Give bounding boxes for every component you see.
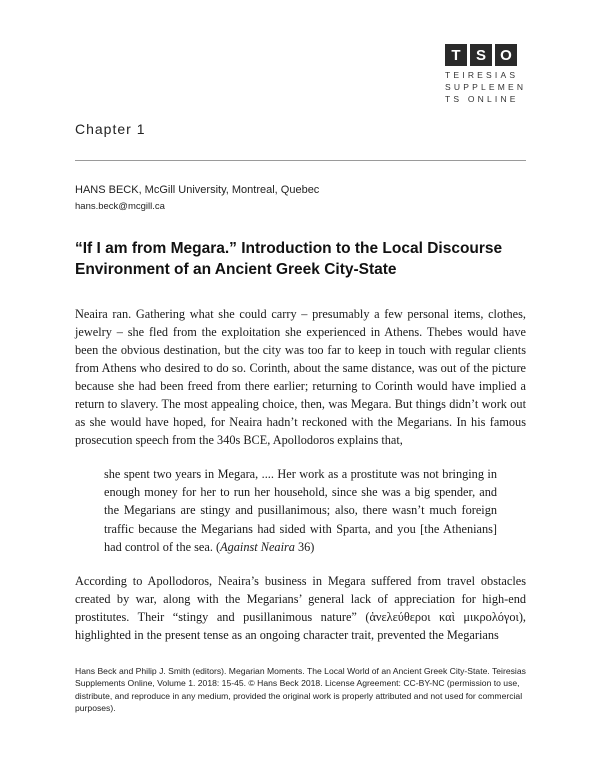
quote-source: Against Neaira: [220, 539, 295, 554]
logo-line-3: TS ONLINE: [445, 94, 519, 104]
article-title: “If I am from Megara.” Introduction to the Local Discourse Environment of an Ancient Greek City-State: [75, 240, 503, 278]
quote-text: she spent two years in Megara, .... Her work as a prostitute was not bringing in enough money for her to run her household, since she was a big spender, and the Megarians are stingy and pusillanimous; also, there wasn’t much foreign traffic because the Megarians had sided with Sparta, and you [the Athenians] had control of the sea.: [104, 467, 497, 554]
logo-wordmark: [445, 70, 525, 104]
logo-line-2: SUPPLEMEN: [445, 82, 527, 92]
chapter-label: Chapter 1: [75, 121, 146, 137]
logo-letter-o: O: [495, 44, 517, 66]
block-quote: she spent two years in Megara, .... Her work as a prostitute was not bringing in enough money for her to run her household, since she was a big spender, and the Megarians are stingy and pusillanimous; also, there wasn’t much foreign traffic because the Megarians had sided with Sparta, and you [the Athenians] had control of the sea. (Against Neaira 36): [104, 467, 497, 554]
header-divider: [75, 160, 526, 161]
logo-letter-t: T: [445, 44, 467, 66]
logo-line-1: TEIRESIAS: [445, 70, 519, 80]
logo-letter-s: S: [470, 44, 492, 66]
publisher-logo: [445, 44, 525, 104]
body-paragraph-1: Neaira ran. Gathering what she could carry – presumably a few personal items, clothes, jewelry – she fled from the exploitation she experienced in Athens. Thebes would have been the obvious destination, but the city was too far to keep in touch with regular clients from Athens who desired to do so. Corinth, about the same distance, was out of the picture because she had been freed from there earlier; returning to Corinth would have implied a return to slavery. The most appealing choice, then, was Megara. But things didn’t work out as she would have hoped, for Neaira hadn’t reckoned with the Megarians. In his famous prosecution speech from the 340s BCE, Apollodoros explains that,: [75, 307, 526, 447]
logo-letter-boxes: [445, 44, 525, 66]
quote-reference: 36: [298, 539, 311, 554]
body-paragraph-2: According to Apollodoros, Neaira’s business in Megara suffered from travel obstacles created by war, along with the Megarians’ general lack of appreciation for high-end prostitutes. Their “stingy and pusillanimous nature” (ἀνελεύθεροι καὶ μικρολόγοι), highlighted in the present tense as an ongoing character trait, prevented the Megarians: [75, 574, 526, 642]
citation-footer: Hans Beck and Philip J. Smith (editors). Megarian Moments. The Local World of an Ancient Greek City-State. Teiresias Supplements Online, Volume 1. 2018: 15-45. © Hans Beck 2018. License Agreement: CC-BY-NC (permission to use, distribute, and reproduce in any medium, provided the original work is properly attributed and not used for commercial purposes).: [75, 666, 526, 714]
author-affiliation: HANS BECK, McGill University, Montreal, Quebec: [75, 184, 320, 196]
author-email[interactable]: hans.beck@mcgill.ca: [75, 201, 165, 212]
